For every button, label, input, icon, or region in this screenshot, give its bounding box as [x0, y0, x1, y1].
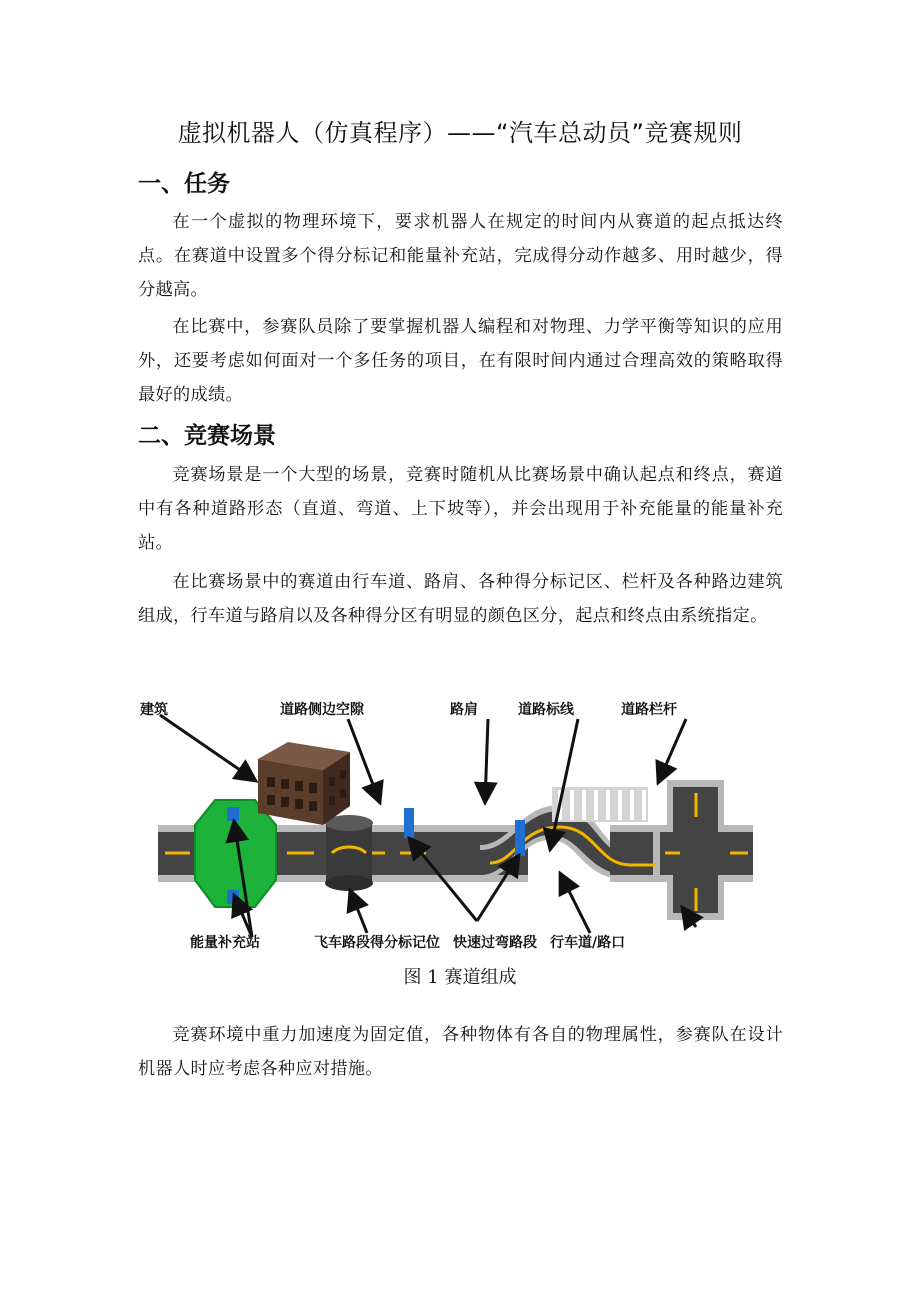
label-energy-station: 能量补充站	[190, 935, 260, 951]
track-composition-figure	[130, 695, 785, 960]
label-guardrail: 道路栏杆	[621, 702, 677, 718]
task-paragraph-2: 在比赛中，参赛队员除了要掌握机器人编程和对物理、力学平衡等知识的应用外，还要考虑如何面对一个多任务的项目，在有限时间内通过合理高效的策略取得最好的成绩。	[138, 317, 783, 405]
scene-paragraph-1: 竞赛场景是一个大型的场景，竞赛时随机从比赛场景中确认起点和终点，赛道中有各种道路形态（直道、弯道、上下坡等），并会出现用于补充能量的能量补充站。	[138, 465, 783, 553]
label-road-marking: 道路标线	[518, 702, 574, 718]
section-heading-task: 一、任务	[138, 171, 230, 197]
label-lane-intersection: 行车道/路口	[550, 935, 626, 951]
label-fast-turn: 快速过弯路段	[453, 935, 537, 951]
label-flying-section: 飞车路段	[314, 935, 370, 951]
label-score-marker: 得分标记位	[370, 935, 440, 951]
guardrail-icon	[552, 787, 648, 822]
energy-station-icon	[195, 800, 276, 907]
score-marker-icon-2	[515, 820, 525, 856]
flying-section-icon	[325, 815, 373, 891]
score-marker-icon-1	[404, 808, 414, 838]
scene-paragraph-2: 在比赛场景中的赛道由行车道、路肩、各种得分标记区、栏杆及各种路边建筑组成，行车道与路肩以及各种得分区有明显的颜色区分，起点和终点由系统指定。	[138, 572, 783, 626]
building-icon	[258, 742, 350, 825]
document-title: 虚拟机器人（仿真程序）——“汽车总动员”竞赛规则	[177, 119, 743, 147]
figure-caption: 图 1 赛道组成	[403, 967, 517, 988]
closing-paragraph: 竞赛环境中重力加速度为固定值，各种物体有各自的物理属性，参赛队在设计机器人时应考虑各种应对措施。	[138, 1025, 783, 1079]
task-paragraph-1: 在一个虚拟的物理环境下，要求机器人在规定的时间内从赛道的起点抵达终点。在赛道中设置多个得分标记和能量补充站，完成得分动作越多、用时越少，得分越高。	[138, 212, 783, 300]
intersection	[653, 780, 753, 920]
section-heading-scene: 二、竞赛场景	[138, 423, 276, 449]
track-diagram	[130, 695, 785, 960]
label-building: 建筑	[140, 702, 168, 718]
label-shoulder: 路肩	[450, 702, 478, 718]
label-side-gap: 道路侧边空隙	[280, 702, 364, 718]
